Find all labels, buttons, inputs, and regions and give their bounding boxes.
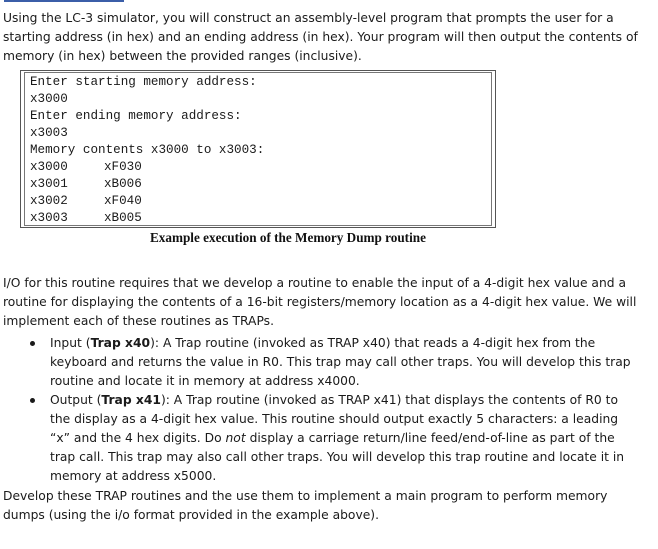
trap-number: Trap x41	[101, 393, 161, 407]
input-start-line: x3000	[30, 92, 68, 106]
prompt-start-line: Enter starting memory address:	[30, 75, 257, 89]
memory-address: x3003	[30, 211, 68, 225]
memory-value: xB005	[104, 211, 142, 225]
memory-value: xB006	[104, 177, 142, 191]
example-terminal-box	[20, 70, 496, 228]
memory-row	[30, 176, 142, 193]
input-trap-bullet	[50, 334, 642, 391]
bullet-dot-icon	[30, 341, 35, 346]
closing-paragraph: Develop these TRAP routines and the use them to implement a main program to perform memory dumps (using the i/o format provided in the example above).	[3, 489, 608, 522]
memory-row	[30, 210, 142, 227]
prompt-end-line: Enter ending memory address:	[30, 109, 242, 123]
memory-address: x3000	[30, 160, 68, 174]
memory-row	[30, 193, 142, 210]
memory-address: x3001	[30, 177, 68, 191]
bullet-body-rest: display a carriage return/line feed/end-of-line as part of the trap call. This trap may also call other traps. You will develop this trap routine and locate it in memory at address x5000.	[50, 431, 625, 483]
io-paragraph: I/O for this routine requires that we develop a routine to enable the input of a 4-digit hex value and a routine for displaying the contents of a 16-bit registers/memory location as a 4-digit hex value. We will implement each of these routines as TRAPs.	[3, 276, 637, 328]
memory-row	[30, 159, 142, 176]
bullet-body: ): A Trap routine (invoked as TRAP x40) that reads a 4-digit hex from the keyboard and returns the value in R0. This trap may call other traps. You will develop this trap routine and locate it in memory at address x4000.	[50, 336, 631, 388]
terminal-inner-border	[24, 72, 492, 226]
bullet-dot-icon	[30, 398, 35, 403]
output-trap-bullet	[50, 391, 642, 486]
contents-header-line: Memory contents x3000 to x3003:	[30, 143, 265, 157]
emphasis-text: not	[225, 431, 246, 445]
bullet-lead: Output (	[50, 393, 102, 407]
input-end-line: x3003	[30, 126, 68, 140]
figure-caption: Example execution of the Memory Dump routine	[150, 230, 426, 245]
bullet-lead: Input (	[50, 336, 91, 350]
trap-number: Trap x40	[90, 336, 151, 350]
memory-value: xF030	[104, 160, 142, 174]
intro-paragraph: Using the LC-3 simulator, you will construct an assembly-level program that prompts the user for a starting address (in hex) and an ending address (in hex). Your program will then output the contents of memory (in hex) between the provided ranges (inclusive).	[3, 11, 638, 63]
bullet-body: ): A Trap routine (invoked as TRAP x41) that displays the contents of R0 to the display as a 4-digit hex value. This routine should output exactly 5 characters: a leading “x” and the 4 hex digits. Do	[50, 393, 619, 445]
memory-value: xF040	[104, 194, 142, 208]
memory-address: x3002	[30, 194, 68, 208]
top-rule	[4, 0, 124, 2]
